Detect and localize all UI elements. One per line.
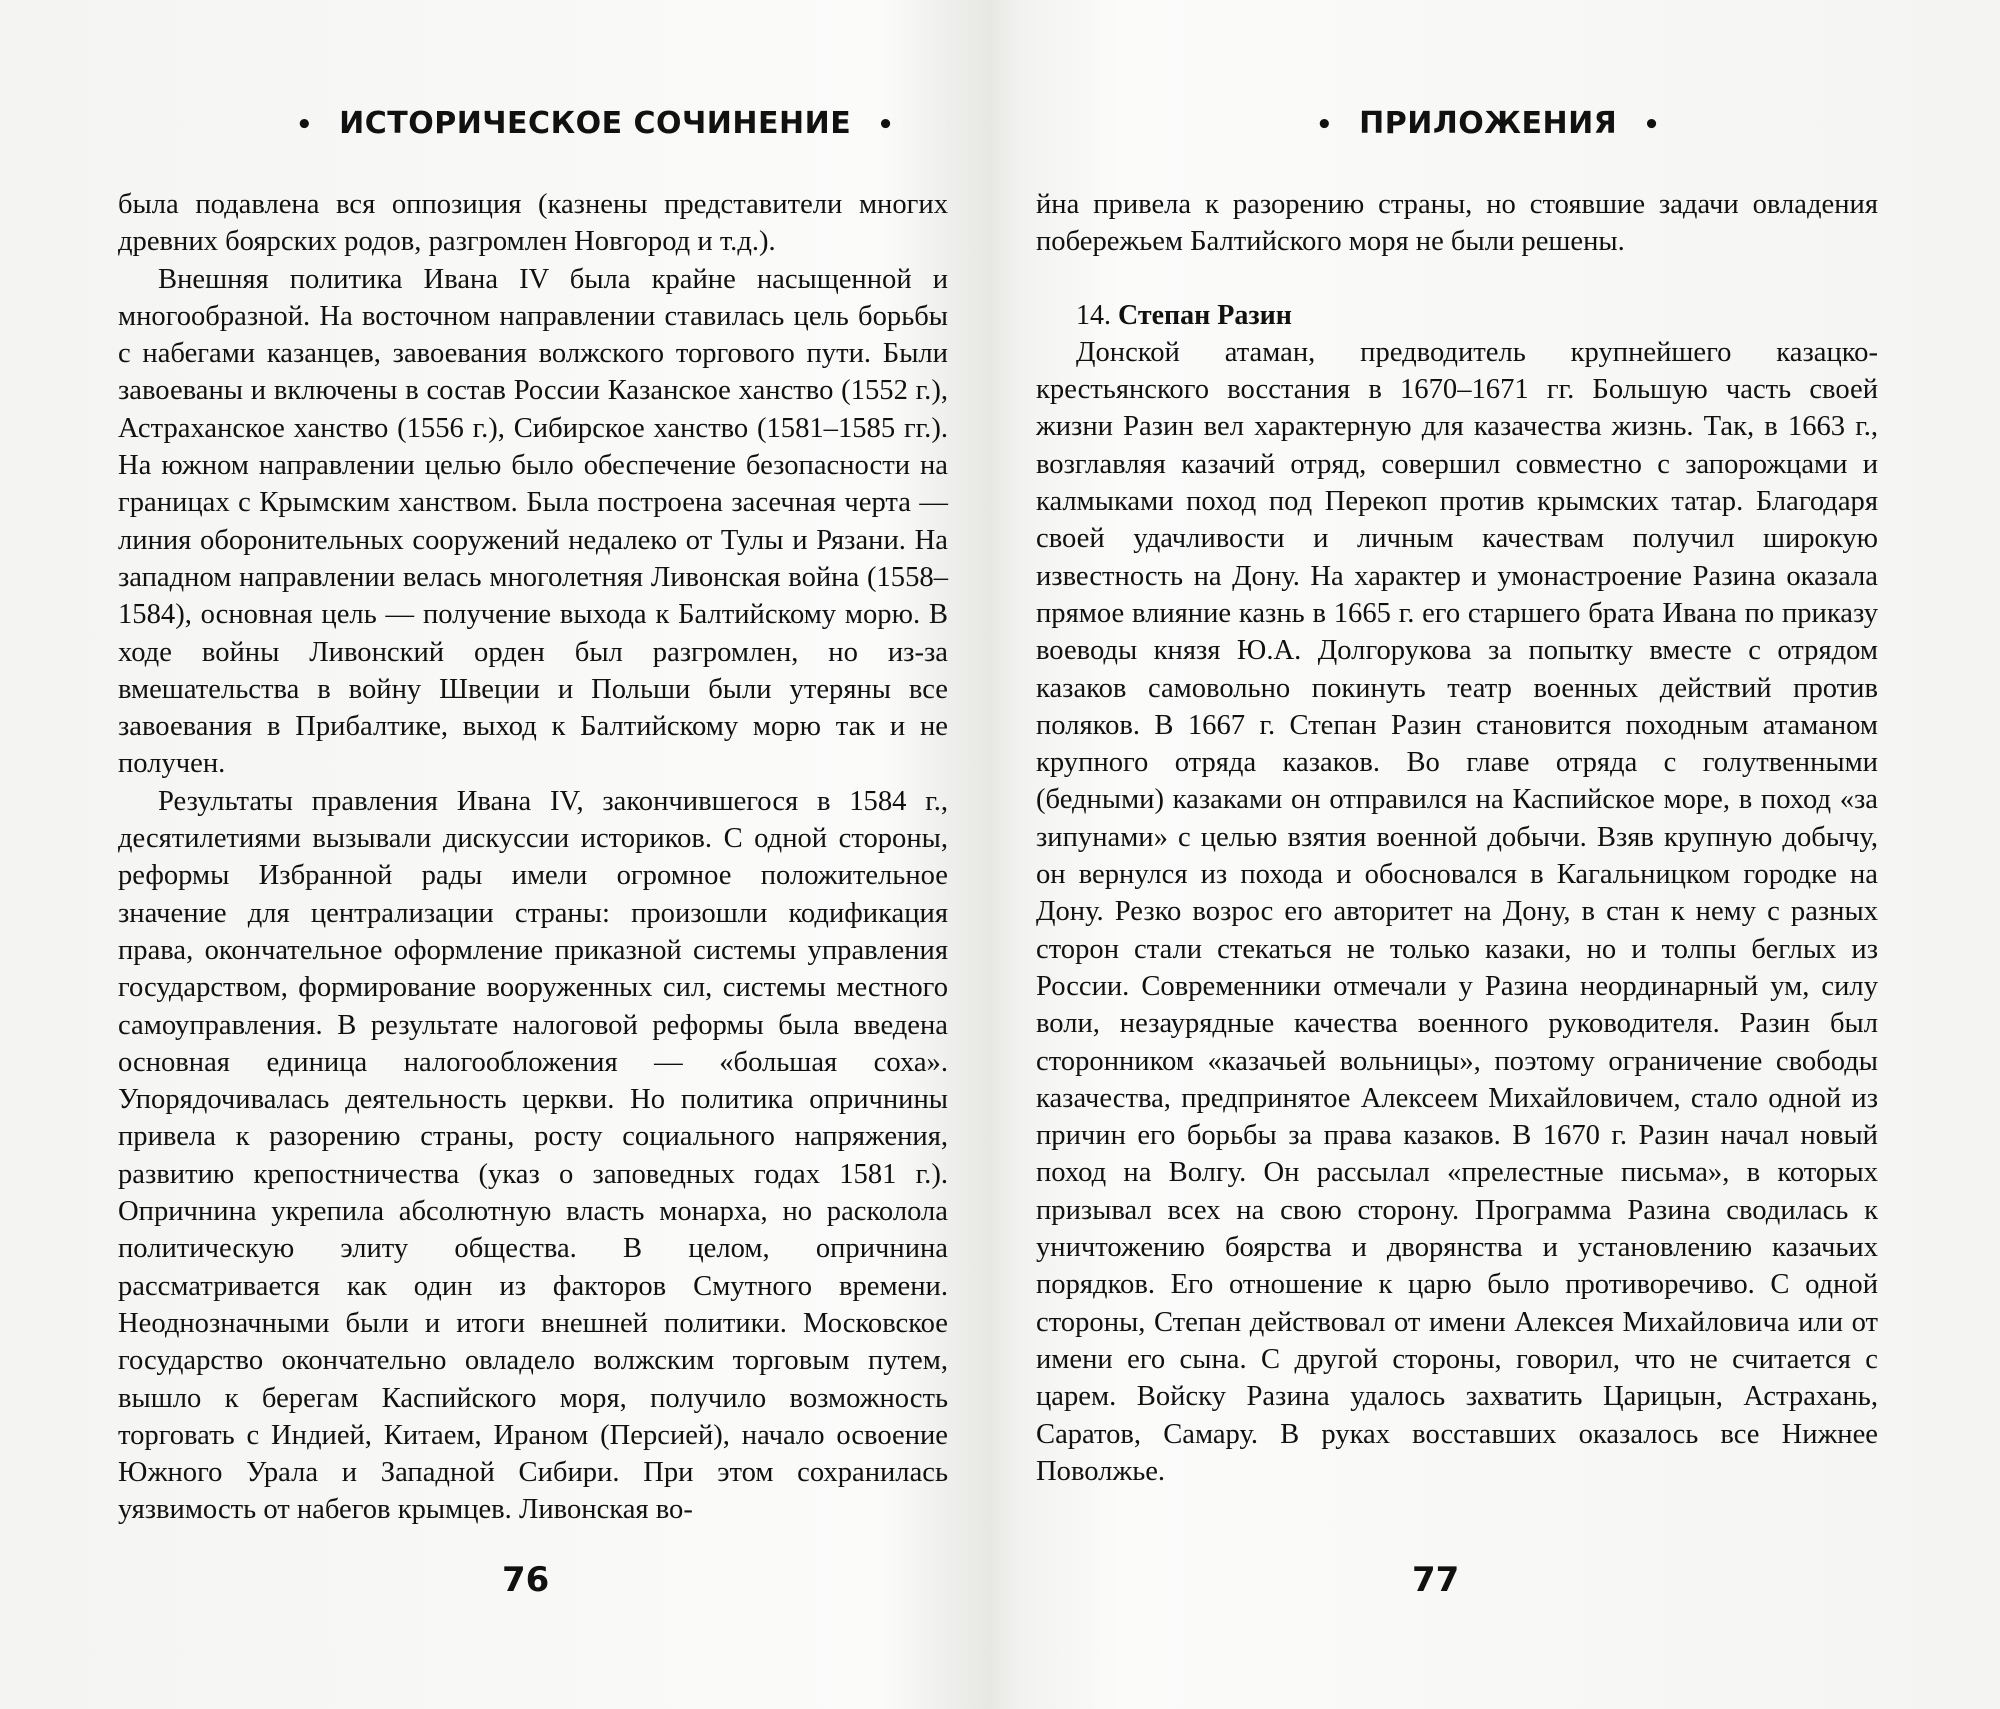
bullet-icon: • <box>296 110 314 140</box>
section-gap <box>1036 261 1878 297</box>
running-head-title: ИСТОРИЧЕСКОЕ СОЧИНЕНИЕ <box>339 106 852 141</box>
right-page-body <box>1036 186 1878 1490</box>
section-number: 14. <box>1076 299 1111 331</box>
left-page-body <box>118 186 948 1529</box>
paragraph-continuation: йна привела к разорению страны, но стоявшие задачи овладения побережьем Балтийского моря не были решены. <box>1036 189 1878 258</box>
running-head-title: ПРИЛОЖЕНИЯ <box>1359 106 1618 141</box>
section-heading <box>1036 297 1878 334</box>
bullet-icon: • <box>877 110 895 140</box>
paragraph: Внешняя политика Ивана IV была крайне насыщенной и многообразной. На восточном направлении ставилась цель борьбы с набегами казанцев, завоевания волжского торгового пути. Были завоеваны и включены в состав России Казанское ханство (1552 г.), Астраханское ханство (1556 г.), Сибирское ханство (1581–1585 гг.). На южном направлении целью было обеспечение безопасности на границах с Крымским ханством. Была построена засечная черта — линия оборонительных сооружений недалеко от Тулы и Рязани. На западном направлении велась многолетняя Ливонская война (1558–1584), основная цель — получение выхода к Балтийскому морю. В ходе войны Ливонский орден был разгромлен, но из-за вмешательства в войну Швеции и Польши были утеряны все завоевания в Прибалтике, выход к Балтийскому морю так и не получен. <box>118 263 948 780</box>
bullet-icon: • <box>1643 110 1661 140</box>
page-number-right: 77 <box>1412 1560 1460 1600</box>
running-head-left <box>270 106 920 141</box>
paragraph: Донской атаман, предводитель крупнейшего казацко-крестьянского восстания в 1670–1671 гг. Большую часть своей жизни Разин вел характерную для казачества жизнь. Так, в 1663 г., возглавляя казачий отряд, совершил совместно с запорожцами и калмыками поход под Перекоп против крымских татар. Благодаря своей удачливости и личным качествам получил широкую известность на Дону. На характер и умонастроение Разина оказала прямое влияние казнь в 1665 г. его старшего брата Ивана по приказу воеводы князя Ю.А. Долгорукова за попытку вместе с отрядом казаков самовольно покинуть театр военных действий против поляков. В 1667 г. Степан Разин становится походным атаманом крупного отряда казаков. Во главе отряда с голутвенными (бедными) казаками он отправился на Каспийское море, в поход «за зипунами» с целью взятия военной добычи. Взяв крупную добычу, он вернулся из похода и обосновался в Кагальницком городке на Дону. Резко возрос его авторитет на Дону, в стан к нему с разных сторон стали стекаться не только казаки, но и толпы беглых из России. Современники отмечали у Разина неординарный ум, силу воли, незаурядные качества военного руководителя. Разин был сторонником «казачьей вольницы», поэтому ограничение свободы казачества, предпринятое Алексеем Михайловичем, стало одной из причин его борьбы за права казаков. В 1670 г. Разин начал новый поход на Волгу. Он рассылал «прелестные письма», в которых призывал всех на свою сторону. Программа Разина сводилась к уничтожению боярства и дворянства и установлению казачьих порядков. Его отношение к царю было противоречиво. С одной стороны, Степан действовал от имени Алексея Михайловича или от имени его сына. С другой стороны, говорил, что не считается с царем. Войску Разина удалось захватить Царицын, Астрахань, Саратов, Самару. В руках восставших оказалось все Нижнее Поволжье. <box>1036 336 1878 1487</box>
page-number-left: 76 <box>502 1560 550 1600</box>
right-page <box>1000 0 2000 1709</box>
paragraph: была подавлена вся оппозиция (казнены представители многих древних боярских родов, разгромлен Новгород и т.д.). <box>118 189 948 258</box>
paragraph: Результаты правления Ивана IV, закончившегося в 1584 г., десятилетиями вызывали дискуссии историков. С одной стороны, реформы Избранной рады имели огромное положительное значение для централизации страны: произошли кодификация права, окончательное оформление приказной системы управления государством, формирование вооруженных сил, системы местного самоуправления. В результате налоговой реформы была введена основная единица налогообложения — «большая соха». Упорядочивалась деятельность церкви. Но политика опричнины привела к разорению страны, росту социального напряжения, развитию крепостничества (указ о заповедных годах 1581 г.). Опричнина укрепила абсолютную власть монарха, но расколола политическую элиту общества. В целом, опричнина рассматривается как один из факторов Смутного времени. Неоднозначными были и итоги внешней политики. Московское государство окончательно овладело волжским торговым путем, вышло к берегам Каспийского моря, получило возможность торговать с Индией, Китаем, Ираном (Персией), начало освоение Южного Урала и Западной Сибири. При этом сохранилась уязвимость от набегов крымцев. Ливонская во- <box>118 785 948 1526</box>
section-title: Степан Разин <box>1118 299 1292 331</box>
running-head-right <box>1290 106 1686 141</box>
bullet-icon: • <box>1316 110 1334 140</box>
